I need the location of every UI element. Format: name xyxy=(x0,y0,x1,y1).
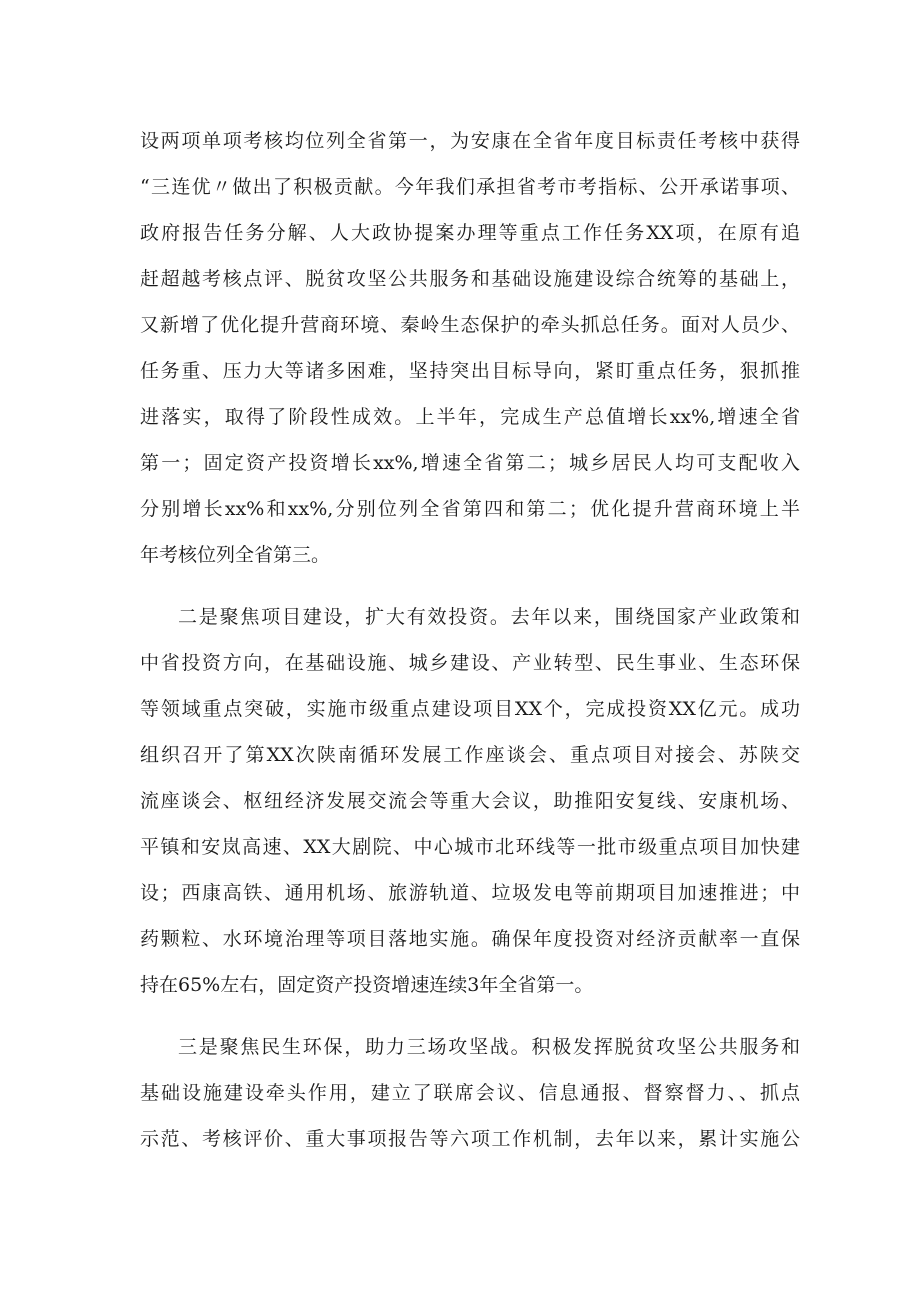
text-line: “三连优〃做出了积极贡献。今年我们承担省考市考指标、公开承诺事项、 xyxy=(140,176,800,198)
text-line: 流座谈会、枢纽经济发展交流会等重大会议，助推阳安复线、安康机场、 xyxy=(140,790,800,812)
text-line: 持在65%左右，固定资产投资增速连续3年全省第一。 xyxy=(140,974,594,996)
text-line: 任务重、压力大等诸多困难，坚持突出目标导向，紧盯重点任务，狠抓推 xyxy=(140,360,800,382)
text-line: 第一；固定资产投资增长xx%,增速全省第二；城乡居民人均可支配收入 xyxy=(140,452,800,474)
text-line: 药颗粒、水环境治理等项目落地实施。确保年度投资对经济贡献率一直保 xyxy=(140,928,800,950)
text-line: 设两项单项考核均位列全省第一，为安康在全省年度目标责任考核中获得 xyxy=(140,130,800,152)
paragraph-first-line: 三是聚焦民生环保，助力三场攻坚战。积极发挥脱贫攻坚公共服务和 xyxy=(178,1036,800,1058)
text-line: 年考核位列全省第三。 xyxy=(140,544,331,566)
text-line: 又新增了优化提升营商环境、秦岭生态保护的牵头抓总任务。面对人员少、 xyxy=(140,314,800,336)
text-line: 设；西康高铁、通用机场、旅游轨道、垃圾发电等前期项目加速推进；中 xyxy=(140,882,800,904)
paragraph-first-line: 二是聚焦项目建设，扩大有效投资。去年以来，围绕国家产业政策和 xyxy=(178,606,800,628)
text-line: 等领域重点突破，实施市级重点建设项目XX个，完成投资XX亿元。成功 xyxy=(140,698,800,720)
text-line: 分别增长xx%和xx%,分别位列全省第四和第二；优化提升营商环境上半 xyxy=(140,498,800,520)
text-line: 组织召开了第XX次陕南循环发展工作座谈会、重点项目对接会、苏陕交 xyxy=(140,744,800,766)
text-line: 中省投资方向，在基础设施、城乡建设、产业转型、民生事业、生态环保 xyxy=(140,652,800,674)
text-line: 示范、考核评价、重大事项报告等六项工作机制，去年以来，累计实施公 xyxy=(140,1128,800,1150)
text-line: 进落实，取得了阶段性成效。上半年，完成生产总值增长xx%,增速全省 xyxy=(140,406,800,428)
text-line: 平镇和安岚高速、XX大剧院、中心城市北环线等一批市级重点项目加快建 xyxy=(140,836,800,858)
text-line: 政府报告任务分解、人大政协提案办理等重点工作任务XX项，在原有追 xyxy=(140,222,800,244)
text-line: 基础设施建设牵头作用，建立了联席会议、信息通报、督察督力、、抓点 xyxy=(140,1082,800,1104)
text-line: 赶超越考核点评、脱贫攻坚公共服务和基础设施建设综合统筹的基础上， xyxy=(140,268,800,290)
